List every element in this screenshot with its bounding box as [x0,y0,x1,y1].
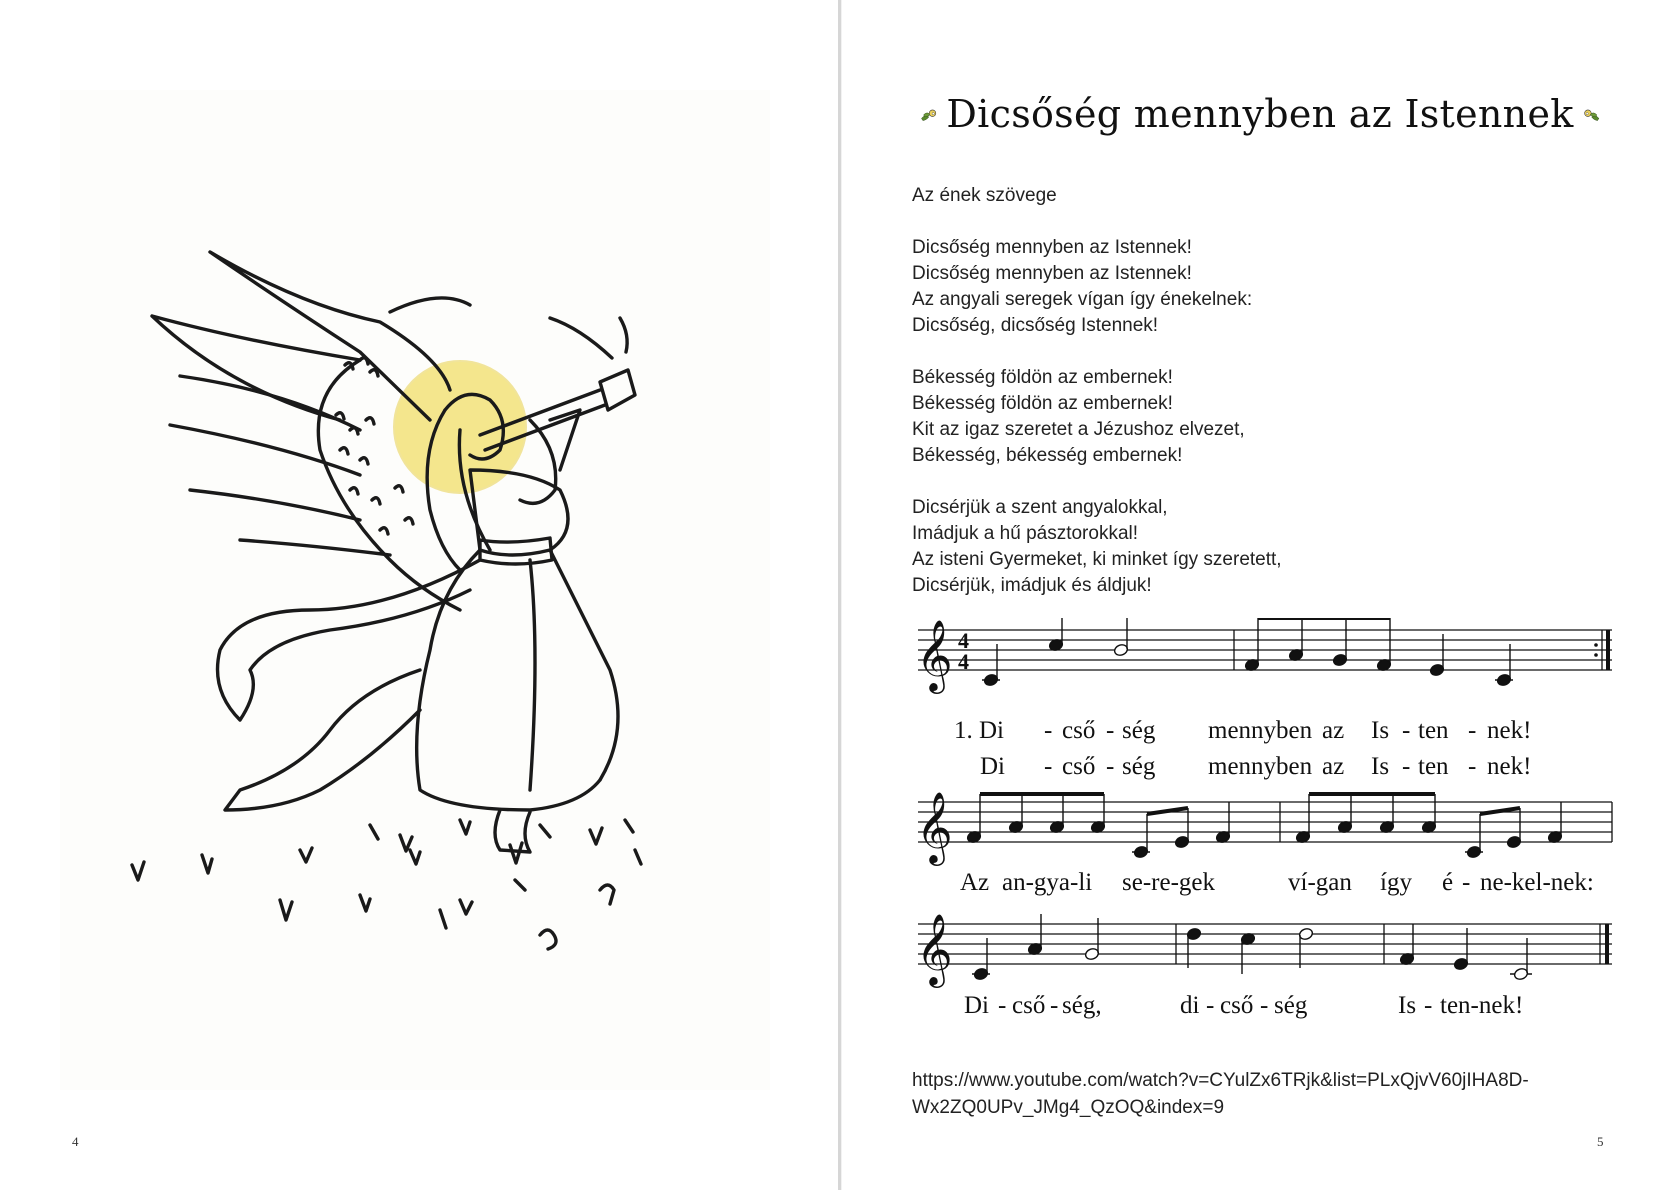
svg-text:-: - [1206,992,1215,1019]
svg-text:mennyben: mennyben [1208,753,1313,780]
lyrics-system-2 [960,869,1594,896]
svg-text:-: - [1106,717,1115,744]
holly-bell-icon [920,92,938,136]
youtube-link[interactable] [912,1067,1612,1121]
svg-text:Az: Az [960,869,990,896]
svg-text:-: - [1468,717,1477,744]
svg-text:cső: cső [1062,753,1096,780]
stanza-2 [912,365,1592,469]
svg-text:-: - [1044,717,1053,744]
sound-arc [390,298,470,312]
lyric-line: Békesség földön az embernek! [912,393,1173,414]
sound-arc [550,318,612,358]
link-line-1[interactable]: https://www.youtube.com/watch?v=CYulZx6TRjk&list=PLxQjvV60jIHA8D- [912,1070,1529,1091]
svg-text:Di: Di [964,992,989,1019]
lyric-line: Dicsőség, dicsőség Istennek! [912,315,1159,336]
svg-text:ség: ség [1122,717,1156,744]
lyric-line: Dicsőség mennyben az Istennek! [912,263,1192,284]
sheet-music [910,618,1620,1038]
svg-text:ség: ség [1274,992,1308,1019]
lyric-line: Az isteni Gyermeket, ki minket így szeretett, [912,549,1282,570]
time-signature-top: 4 [958,628,969,653]
lyrics-system-3 [964,992,1523,1019]
notes-system-2 [966,794,1563,859]
svg-text:1. Di: 1. Di [954,717,1004,744]
lyric-line: Békesség földön az embernek! [912,367,1173,388]
treble-clef: 𝄞 [916,912,953,985]
svg-text:-: - [1402,753,1411,780]
lyric-line: Kit az igaz szeretet a Jézushoz elvezet, [912,419,1245,440]
svg-text:-: - [1462,869,1471,896]
svg-text:nek!: nek! [1487,717,1532,744]
staff-system-1 [918,630,1612,670]
lyric-line: Dicsőség mennyben az Istennek! [912,237,1192,258]
notes-system-1 [982,618,1513,687]
svg-text:an-gya-li: an-gya-li [1002,869,1093,896]
lyric-line: Békesség, békesség embernek! [912,445,1183,466]
lyrics-block [912,183,1592,625]
svg-text:-: - [1050,992,1059,1019]
svg-text:ség: ség [1122,753,1156,780]
svg-text:az: az [1322,753,1345,780]
svg-text:Is: Is [1371,753,1390,780]
svg-text:-: - [998,992,1007,1019]
svg-text:így: így [1380,869,1412,896]
treble-clef: 𝄞 [916,790,953,863]
svg-text:mennyben: mennyben [1208,717,1313,744]
song-title-row [920,84,1600,144]
svg-text:-: - [1260,992,1269,1019]
svg-text:cső: cső [1220,992,1254,1019]
svg-text:-: - [1044,753,1053,780]
lyric-line: Az angyali seregek vígan így énekelnek: [912,289,1253,310]
svg-text:-: - [1402,717,1411,744]
stanza-3 [912,495,1592,599]
svg-text:cső: cső [1012,992,1046,1019]
svg-text:ség,: ség, [1062,992,1102,1019]
svg-text:-: - [1468,753,1477,780]
svg-text:az: az [1322,717,1345,744]
lyric-line: Dicsérjük, imádjuk és áldjuk! [912,575,1152,596]
sound-arc [620,318,627,352]
grass [132,820,641,949]
svg-text:di: di [1180,992,1200,1019]
svg-text:cső: cső [1062,717,1096,744]
svg-text:-: - [1424,992,1433,1019]
treble-clef: 𝄞 [916,618,953,691]
svg-text:ten: ten [1418,753,1449,780]
page-number-left: 4 [72,1134,79,1149]
angel-with-trumpet-illustration [60,90,770,1090]
link-line-2[interactable]: Wx2ZQ0UPv_JMg4_QzOQ&index=9 [912,1097,1225,1118]
ribbon [218,560,481,720]
svg-text:ví-gan: ví-gan [1288,869,1352,896]
upper-wing [152,252,450,420]
stanza-1 [912,235,1592,339]
svg-text:ten: ten [1418,717,1449,744]
svg-text:nek!: nek! [1487,753,1532,780]
svg-text:é: é [1442,869,1454,896]
lyric-line: Dicsérjük a szent angyalokkal, [912,497,1168,518]
svg-text:Is: Is [1398,992,1417,1019]
angel-illustration-area [60,90,770,1090]
svg-text:ten-nek!: ten-nek! [1440,992,1524,1019]
svg-text:ne-kel-nek:: ne-kel-nek: [1480,869,1594,896]
svg-text:se-re-gek: se-re-gek [1122,869,1215,896]
lyrics-heading: Az ének szövege [912,185,1057,206]
staff-system-3 [918,924,1612,964]
svg-text:Di: Di [980,753,1005,780]
song-title: Dicsőség mennyben az Istennek [946,92,1574,136]
left-page [0,0,838,1190]
svg-text:Is: Is [1371,717,1390,744]
lyric-line: Imádjuk a hű pásztorokkal! [912,523,1139,544]
page-number-right: 5 [1597,1134,1604,1149]
holly-bell-icon [1582,92,1600,136]
lyrics-system-1 [954,717,1531,780]
time-signature-bottom: 4 [958,649,969,674]
svg-text:-: - [1106,753,1115,780]
